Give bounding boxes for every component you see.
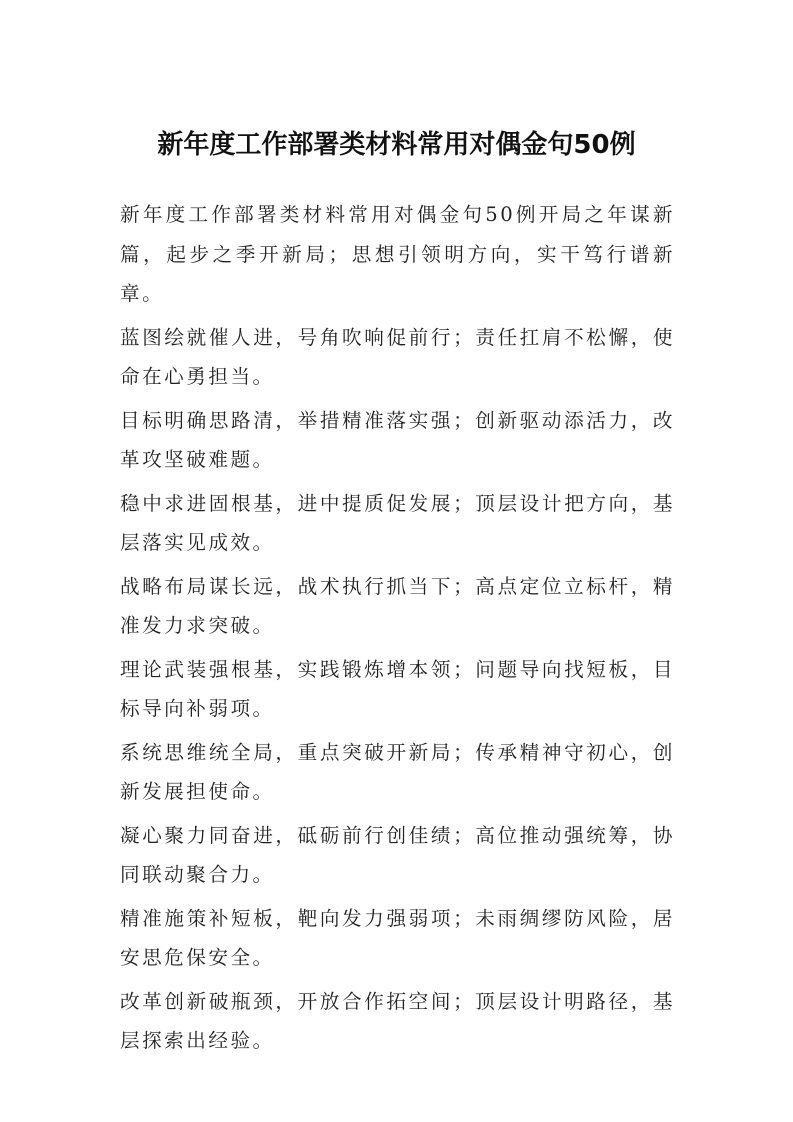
- paragraph: 精准施策补短板，靶向发力强弱项；未雨绸缪防风险，居安思危保安全。: [120, 906, 675, 969]
- paragraph: 战略布局谋长远，战术执行抓当下；高点定位立标杆，精准发力求突破。: [120, 574, 675, 637]
- paragraph: 蓝图绘就催人进，号角吹响促前行；责任扛肩不松懈，使命在心勇担当。: [120, 325, 675, 388]
- paragraph: 系统思维统全局，重点突破开新局；传承精神守初心，创新发展担使命。: [120, 740, 675, 803]
- paragraph: 目标明确思路清，举措精准落实强；创新驱动添活力，改革攻坚破难题。: [120, 408, 675, 471]
- page-title: 新年度工作部署类材料常用对偶金句50例: [157, 130, 636, 160]
- document-body: [120, 195, 675, 1065]
- paragraph: 稳中求进固根基，进中提质促发展；顶层设计把方向，基层落实见成效。: [120, 491, 675, 554]
- paragraph: 新年度工作部署类材料常用对偶金句50例开局之年谋新篇，起步之季开新局；思想引领明方向，实干笃行谱新章。: [120, 203, 675, 305]
- paragraph: 改革创新破瓶颈，开放合作拓空间；顶层设计明路径，基层探索出经验。: [120, 989, 675, 1052]
- paragraph: 理论武装强根基，实践锻炼增本领；问题导向找短板，目标导向补弱项。: [120, 657, 675, 720]
- paragraph: 凝心聚力同奋进，砥砺前行创佳绩；高位推动强统筹，协同联动聚合力。: [120, 823, 675, 886]
